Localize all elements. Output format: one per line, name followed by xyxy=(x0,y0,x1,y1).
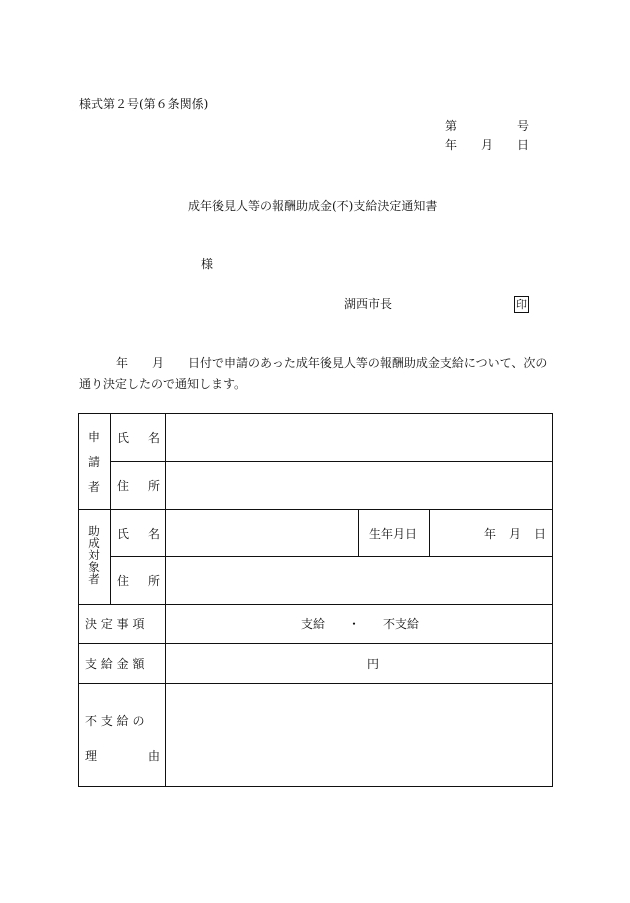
applicant-char: 申 xyxy=(87,430,100,444)
applicant-name-label-2: 名 xyxy=(148,431,161,445)
decision-separator: ・ xyxy=(348,617,361,631)
date-month-label: 月 xyxy=(481,138,494,152)
birth-month-label: 月 xyxy=(509,527,522,541)
row-divider xyxy=(79,643,553,644)
issuer-name: 湖西市長 xyxy=(344,297,393,311)
subject-name-field[interactable] xyxy=(169,513,354,553)
col-divider xyxy=(110,414,111,604)
amount-unit: 円 xyxy=(367,657,380,671)
reason-field[interactable] xyxy=(169,687,549,783)
subject-name-label-2: 名 xyxy=(148,527,161,541)
amount-label: 支 給 金 額 xyxy=(85,657,145,671)
number-label-dai: 第 xyxy=(445,119,458,133)
birth-year-label: 年 xyxy=(484,527,497,541)
reason-label-line-1: 不 支 給 の xyxy=(85,714,145,728)
addressee-suffix: 様 xyxy=(201,257,214,271)
reason-label-line-2b: 由 xyxy=(148,749,161,763)
decision-label: 決 定 事 項 xyxy=(85,617,145,631)
col-divider xyxy=(358,509,359,556)
subject-address-label-2: 所 xyxy=(148,574,161,588)
subject-char: 者 xyxy=(88,572,100,586)
col-divider xyxy=(429,509,430,556)
subject-group-label xyxy=(84,526,104,586)
subject-char: 対 xyxy=(88,548,100,562)
subject-char: 象 xyxy=(88,560,100,574)
subject-name-label-1: 氏 xyxy=(117,527,130,541)
applicant-address-field[interactable] xyxy=(169,465,549,505)
seal-mark: 印 xyxy=(516,298,527,311)
decision-form-table xyxy=(78,413,553,787)
row-divider xyxy=(110,556,553,557)
body-year-label: 年 xyxy=(116,356,129,370)
subject-address-field[interactable] xyxy=(169,560,549,600)
subject-address-label-1: 住 xyxy=(117,574,130,588)
number-label-go: 号 xyxy=(517,119,530,133)
subject-char: 成 xyxy=(88,536,100,550)
birthdate-label: 生年月日 xyxy=(369,527,418,541)
row-divider xyxy=(79,604,553,605)
subject-char: 助 xyxy=(88,524,100,538)
body-line-1: 日付で申請のあった成年後見人等の報酬助成金支給について、次の xyxy=(188,356,548,370)
row-divider xyxy=(110,461,553,462)
date-year-label: 年 xyxy=(445,138,458,152)
applicant-char: 者 xyxy=(87,480,100,494)
applicant-address-label-2: 所 xyxy=(148,479,161,493)
date-day-label: 日 xyxy=(517,138,530,152)
reason-label-line-2a: 理 xyxy=(85,749,98,763)
body-month-label: 月 xyxy=(152,356,165,370)
form-number: 様式第２号(第６条関係) xyxy=(79,97,209,111)
document-title: 成年後見人等の報酬助成金(不)支給決定通知書 xyxy=(188,199,438,213)
applicant-name-field[interactable] xyxy=(169,418,549,458)
col-divider xyxy=(165,414,166,787)
row-divider xyxy=(79,683,553,684)
row-divider xyxy=(79,509,553,510)
applicant-char: 請 xyxy=(87,455,100,469)
decision-deny-option[interactable]: 不支給 xyxy=(383,617,420,631)
applicant-group-label xyxy=(84,431,104,493)
birth-day-label: 日 xyxy=(534,527,547,541)
applicant-name-label-1: 氏 xyxy=(117,431,130,445)
applicant-address-label-1: 住 xyxy=(117,479,130,493)
decision-grant-option[interactable]: 支給 xyxy=(301,617,326,631)
body-line-2: 通り決定したので通知します。 xyxy=(79,377,247,391)
